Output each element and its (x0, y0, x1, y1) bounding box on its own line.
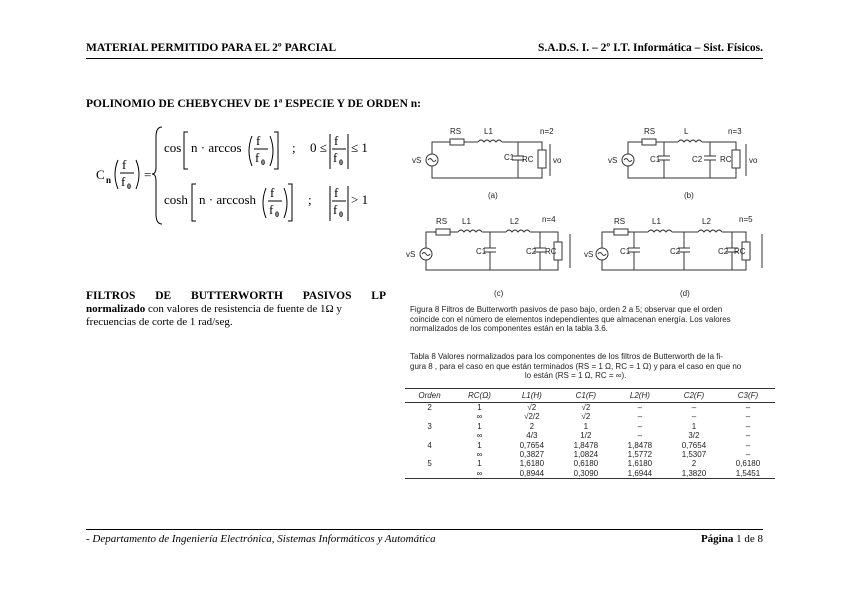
table-cell: 1 (583, 421, 589, 431)
label-c1-b: C1 (650, 155, 661, 164)
table-cell: √2 (527, 403, 537, 412)
butterworth-section (86, 290, 386, 329)
case1-cond-right: ≤ 1 (351, 140, 368, 155)
table-row (405, 422, 775, 431)
case2-cond-right: > 1 (351, 192, 369, 207)
th-rc: RC(Ω) (454, 389, 505, 403)
table-cell: ∞ (476, 450, 483, 460)
table-cell: 1,8478 (627, 440, 653, 450)
table-cell: 1 (477, 403, 482, 412)
table-cell: 5 (427, 459, 432, 469)
order-a: n=2 (540, 127, 554, 136)
table-cell: – (637, 412, 643, 422)
th-l1: L1(H) (505, 389, 559, 403)
table-cell: 0,6180 (573, 459, 599, 469)
formula-f0-sub: 0 (127, 182, 131, 191)
label-l1-c: L1 (462, 217, 471, 226)
sub-a: (a) (488, 191, 498, 200)
table-cell: 1,5307 (681, 450, 707, 460)
butterworth-text (86, 303, 386, 316)
table-cell: – (637, 431, 643, 441)
label-vs-d: vS (584, 250, 594, 259)
table-cell: 1,6180 (519, 459, 545, 469)
bw-word: BUTTERWORTH (191, 290, 283, 302)
table-cell: 2 (691, 459, 697, 469)
th-c2: C2(F) (667, 389, 721, 403)
table-cell: 1,5772 (627, 450, 653, 460)
chebyshev-formula (96, 122, 386, 232)
th-c1: C1(F) (559, 389, 613, 403)
case2-cond-f0: f (333, 202, 338, 217)
table-cell: √2 (581, 412, 591, 422)
case2-f0-sub: 0 (275, 210, 279, 219)
caption-line: Figura 8 Filtros de Butterworth pasivos de paso bajo, orden 2 a 5; observar que el orden (410, 305, 723, 314)
bw-word: PASIVOS (302, 290, 352, 302)
sub-c: (c) (494, 289, 504, 298)
table-cell: 1 (477, 459, 482, 469)
table-row (405, 441, 775, 450)
label-l2-c: L2 (510, 217, 519, 226)
table-row (405, 459, 775, 468)
label-rc-c: RC (545, 247, 557, 256)
caption-line: normalizados de los componentes están en la tabla 3.6. (410, 324, 608, 333)
table-cell: – (745, 450, 751, 460)
section-title: POLINOMIO DE CHEBYCHEV DE 1ª ESPECIE Y DE ORDEN n: (86, 98, 421, 110)
case2-f: f (270, 185, 275, 200)
label-l2-d: L2 (702, 217, 711, 226)
bw-word: LP (371, 290, 386, 302)
header-right: S.A.D.S. I. – 2º I.T. Informática – Sist. Físicos. (538, 42, 763, 54)
label-vs-c: vS (406, 250, 416, 259)
bw-word: DE (155, 290, 172, 302)
order-d: n=5 (739, 215, 753, 224)
page-of: de (744, 533, 755, 545)
table-cell: 0,3827 (519, 450, 545, 460)
table-row (405, 450, 775, 459)
label-c2-c: C2 (526, 247, 537, 256)
table-cell: 3 (427, 421, 432, 431)
table-caption-line: Tabla 8 Valores normalizados para los componentes de los filtros de Butterworth de la fi- (410, 352, 723, 361)
label-rc-b: RC (720, 155, 732, 164)
table-cell: 2 (529, 421, 535, 431)
case2-cond-f: f (334, 185, 339, 200)
table-cell: – (745, 431, 751, 441)
table-cell: 1/2 (580, 431, 592, 441)
label-l1-d: L1 (652, 217, 661, 226)
page-header (86, 42, 763, 59)
table-cell (405, 412, 454, 421)
table-cell: 0,8944 (505, 469, 559, 479)
label-rs-d: RS (614, 217, 626, 226)
label-vs-b: vS (608, 156, 618, 165)
table-cell (405, 431, 454, 440)
table-cell: 2 (427, 403, 432, 412)
case2-fn: cosh (164, 192, 188, 207)
table-cell: √2/2 (524, 412, 540, 422)
caption-line: coincide con el número de elementos independientes que almacenan energía. Los valores (410, 314, 731, 324)
table-cell: – (745, 412, 751, 422)
case1-cond-f: f (334, 133, 339, 148)
sub-d: (d) (680, 289, 690, 298)
butterworth-values-table (405, 388, 775, 479)
table-caption-line: lo están (RS = 1 Ω, RC = ∞). (524, 371, 627, 380)
bw-bold: normalizado (86, 303, 146, 315)
table-cell: – (745, 440, 751, 450)
table-cell: 3/2 (688, 431, 700, 441)
label-l-b: L (684, 127, 689, 136)
case2-f0: f (269, 202, 274, 217)
page-num: 1 (736, 533, 742, 545)
page-label: Página (700, 533, 734, 545)
table-row (405, 412, 775, 421)
page-number (701, 533, 763, 545)
label-rc-a: RC (522, 155, 534, 164)
formula-C: C (96, 167, 105, 182)
table-cell: 0,7654 (519, 440, 545, 450)
case1-cond-f0: f (333, 150, 338, 165)
label-vs-a: vS (412, 156, 422, 165)
table-row (405, 469, 775, 479)
table-row (405, 403, 775, 413)
header-left: MATERIAL PERMITIDO PARA EL 2º PARCIAL (86, 42, 337, 54)
table-cell: 1,0824 (573, 450, 599, 460)
table-row (405, 431, 775, 440)
label-rc-d: RC (734, 247, 746, 256)
label-c1-c: C1 (476, 247, 487, 256)
label-vo-a: vo (553, 156, 562, 165)
formula-n: n (106, 175, 112, 185)
label-c2-d: C2 (670, 247, 681, 256)
case1-f0: f (255, 150, 260, 165)
table-cell: – (637, 421, 643, 431)
formula-f: f (122, 157, 127, 172)
table-cell: 1,6180 (627, 459, 653, 469)
table-cell: 1,3820 (667, 469, 721, 479)
table-cell: ∞ (476, 431, 483, 441)
table-cell: 0,3090 (559, 469, 613, 479)
table-cell: – (637, 403, 643, 412)
case1-arg: n · arccos (191, 140, 242, 155)
formula-f0: f (121, 174, 126, 189)
table-body (405, 403, 775, 479)
th-orden: Orden (405, 389, 454, 403)
case1-fn: cos (164, 140, 182, 155)
table-cell: 4/3 (526, 431, 538, 441)
bw-text2: frecuencias de corte de 1 rad/seg. (86, 316, 233, 328)
table-cell: 1 (691, 421, 697, 431)
footer-left: - Departamento de Ingeniería Electrónica, Sistemas Informáticos y Automática (86, 533, 436, 545)
case2-arg: n · arccosh (199, 192, 257, 207)
table-cell: 1 (477, 440, 482, 450)
label-c1-a: C1 (504, 153, 515, 162)
formula-eq: = (144, 167, 152, 182)
table-cell: 4 (427, 440, 432, 450)
butterworth-circuits-figure (402, 120, 774, 302)
table-cell: 0,7654 (681, 440, 707, 450)
table-cell: – (691, 403, 697, 412)
table-header-row (405, 389, 775, 403)
case1-f: f (256, 133, 261, 148)
table-cell: 1,5451 (721, 469, 775, 479)
table-cell: – (745, 421, 751, 431)
label-c1-d: C1 (620, 247, 631, 256)
table-cell: – (745, 403, 751, 412)
case1-cond-left: 0 ≤ (310, 140, 327, 155)
case1-sep: ; (292, 140, 296, 155)
bw-word: FILTROS (86, 290, 136, 302)
table-cell (405, 450, 454, 459)
butterworth-title (86, 290, 386, 303)
case1-cond-f0-sub: 0 (339, 158, 343, 167)
figure-caption (410, 305, 731, 334)
table-cell: 1 (477, 421, 482, 431)
label-vo-b: vo (749, 156, 758, 165)
page-footer (86, 529, 763, 545)
case2-cond-f0-sub: 0 (339, 210, 343, 219)
table-cell: 0,6180 (735, 459, 761, 469)
bw-text1: con valores de resistencia de fuente de 1Ω y (145, 303, 342, 315)
label-c3-d: C2 (718, 247, 729, 256)
order-b: n=3 (728, 127, 742, 136)
label-rs-b: RS (644, 127, 656, 136)
order-c: n=4 (542, 215, 556, 224)
label-rs-c: RS (436, 217, 448, 226)
table-cell: √2 (581, 403, 591, 412)
table-caption-line: gura 8 , para el caso en que están terminados (RS = 1 Ω, RC = 1 Ω) y para el caso en que no (410, 361, 742, 371)
table-caption (410, 352, 741, 381)
sub-b: (b) (684, 191, 694, 200)
case2-sep: ; (308, 192, 312, 207)
table-cell: 1,8478 (573, 440, 599, 450)
table-cell: – (691, 412, 697, 422)
table-cell: 1,6944 (613, 469, 667, 479)
table-cell (405, 469, 454, 479)
table-cell: ∞ (454, 469, 505, 479)
th-l2: L2(H) (613, 389, 667, 403)
table-cell: ∞ (476, 412, 483, 422)
th-c3: C3(F) (721, 389, 775, 403)
case1-f0-sub: 0 (261, 158, 265, 167)
label-l1-a: L1 (484, 127, 493, 136)
label-rs-a: RS (450, 127, 462, 136)
page-total: 8 (757, 533, 763, 545)
label-c2-b: C2 (692, 155, 703, 164)
